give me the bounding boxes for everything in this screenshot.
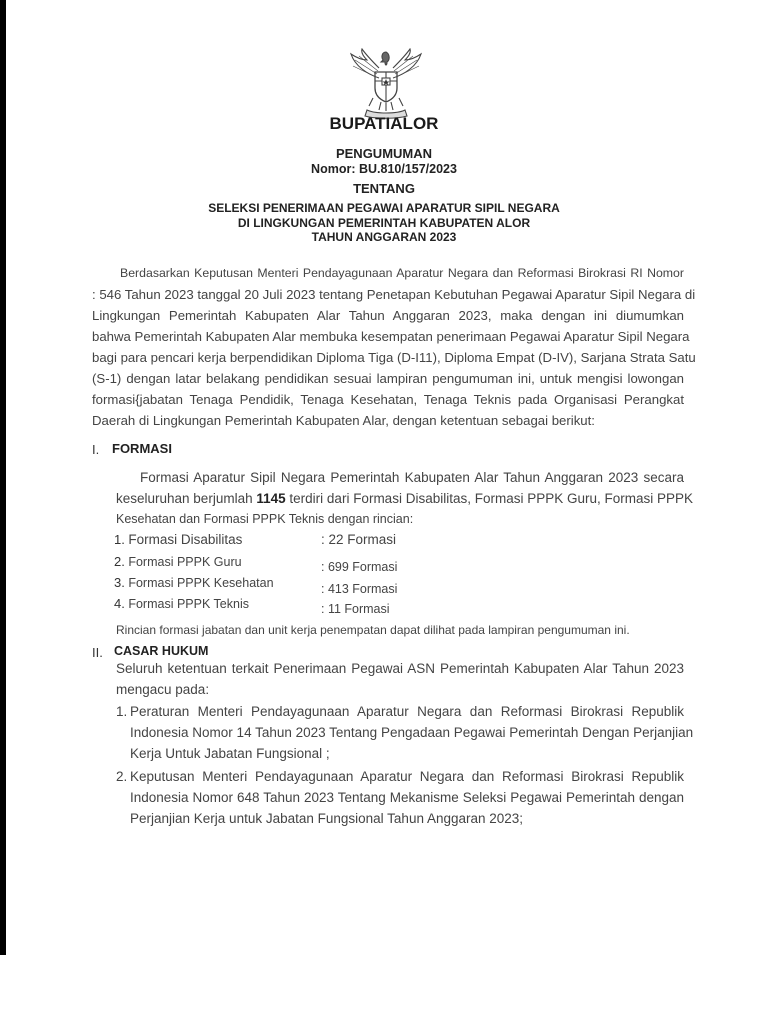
- subject-line-1: SELEKSI PENERIMAAN PEGAWAI APARATUR SIPIL NEGARA: [208, 201, 560, 215]
- intro-line: Berdasarkan Keputusan Menteri Pendayagunaan Aparatur Negara dan Reformasi Birokrasi RI Nomor: [120, 266, 684, 280]
- intro-line: bagi para pencari kerja berpendidikan Diploma Tiga (D-I11), Diploma Empat (D-IV), Sarjana Strata Satu: [92, 350, 696, 365]
- formasi-item-3: 3. Formasi PPPK Kesehatan: [114, 575, 274, 590]
- formasi-value-3: : 413 Formasi: [321, 582, 398, 596]
- legal-basis-line: Perjanjian Kerja untuk Jabatan Fungsional Tahun Anggaran 2023;: [130, 811, 524, 826]
- formasi-value-2: : 699 Formasi: [321, 560, 398, 574]
- formasi-item-2: 2. Formasi PPPK Guru: [114, 554, 242, 569]
- dasar-hukum-line: mengacu pada:: [116, 682, 210, 697]
- intro-line: bahwa Pemerintah Kabupaten Alar membuka kesempatan penerimaan Pegawai Aparatur Sipil Negara: [92, 329, 690, 344]
- subject-line-2: DI LINGKUNGAN PEMERINTAH KABUPATEN ALOR: [237, 216, 531, 230]
- formasi-line: Kesehatan dan Formasi PPPK Teknis dengan rincian:: [116, 512, 414, 526]
- about-label: TENTANG: [353, 181, 415, 196]
- legal-basis-line: Kerja Untuk Jabatan Fungsional ;: [130, 746, 330, 761]
- intro-line: formasi{jabatan Tenaga Pendidik, Tenaga Kesehatan, Tenaga Teknis pada Organisasi Perangkat: [92, 392, 684, 407]
- legal-basis-line: Keputusan Menteri Pendayagunaan Aparatur Negara dan Reformasi Birokrasi Republik: [130, 769, 684, 784]
- subject-line-3: TAHUN ANGGARAN 2023: [311, 230, 457, 244]
- section-title: CASAR HUKUM: [114, 644, 209, 658]
- formasi-suffix: terdiri dari Formasi Disabilitas, Formasi PPPK Guru, Formasi PPPK: [289, 491, 694, 506]
- total-formasi: 1145: [256, 491, 286, 506]
- intro-line: : 546 Tahun 2023 tanggal 20 Juli 2023 tentang Penetapan Kebutuhan Pegawai Aparatur Sipil Negara di: [92, 287, 696, 302]
- formasi-paragraph: [116, 467, 694, 530]
- institution-title: BUPATIALOR: [329, 114, 439, 133]
- document-type: PENGUMUMAN: [335, 146, 433, 161]
- formasi-item-1: 1. Formasi Disabilitas: [114, 532, 243, 547]
- formasi-note: Rincian formasi jabatan dan unit kerja penempatan dapat dilihat pada lampiran pengumuman ini.: [116, 623, 630, 637]
- document-page: BUPATIALOR PENGUMUMAN Nomor: BU.810/157/2023 TENTANG SELEKSI PENERIMAAN PEGAWAI APARATUR SIPIL NEGARA DI LINGKUNGAN PEMERINTAH KABUPATEN ALOR TAHUN ANGGARAN 2023 Berdasarkan Keputusan Menteri Pendayagunaan Aparatur Negara dan Reformasi Birokrasi RI Nomor : 546 Tahun 2023 tanggal 20 Juli 2023 tentang Penetapan Kebutuhan Pegawai Aparatur Sipil Negara di Lingkungan Pemerintah Kabupaten Alar Tahun Anggaran 2023, maka dengan ini diumumkan bahwa Pemerintah Kabupaten Alar membuka kesempatan penerimaan Pegawai Aparatur Sipil Negara bagi para pencari kerja berpendidikan Diploma Tiga (D-I11), Diploma Empat (D-IV), Sarjana Strata Satu (S-1) dengan latar belakang pendidikan sesuai lampiran pengumuman ini, untuk mengisi lowongan formasi{jabatan Tenaga Pendidik, Tenaga Kesehatan, Tenaga Teknis pada Organisasi Perangkat Daerah di Lingkungan Pemerintah Kabupaten Alar, dengan ketentuan sebagai berikut: I. FORMASI Formasi Aparatur Sipil Negara Pemerintah Kabupaten Alar Tahun Anggaran 2023 secara keseluruhan berjumlah 1145 terdiri dari Formasi Disabilitas, Formasi PPPK Guru, Formasi PPPK Kesehatan dan Formasi PPPK Teknis dengan rincian: 1. Formasi Disabilitas : 22 Formasi 2. Formasi PPPK Guru : 699 Formasi 3. Formasi PPPK Kesehatan : 413 Formasi 4. Formasi PPPK Teknis : 11 Formasi Rincian formasi jabatan dan unit kerja penempatan dapat dilihat pada lampiran pengumuman ini. II. CASAR HUKUM Seluruh ketentuan terkait Penerimaan Pegawai ASN Pemerintah Kabupaten Alar Tahun 2023 mengacu pada: 1. Peraturan Menteri Pendayagunaan Aparatur Negara dan Reformasi Birokrasi Republik Indonesia Nomor 14 Tahun 2023 Tentang Pengadaan Pegawai Pemerintah Dengan Perjanjian Kerja Untuk Jabatan Fungsional ; 2. Keputusan Menteri Pendayagunaan Aparatur Negara dan Reformasi Birokrasi Republik Indonesia Nomor 648 Tahun 2023 Tentang Mekanisme Seleksi Pegawai Pemerintah dengan Perjanjian Kerja untuk Jabatan Fungsional Tahun Anggaran 2023;: [0, 0, 768, 1024]
- formasi-prefix: keseluruhan berjumlah: [116, 491, 253, 506]
- intro-paragraph: [92, 263, 696, 431]
- intro-line: Lingkungan Pemerintah Kabupaten Alar Tahun Anggaran 2023, maka dengan ini diumumkan: [92, 308, 684, 323]
- formasi-line: Formasi Aparatur Sipil Negara Pemerintah Kabupaten Alar Tahun Anggaran 2023 secara: [140, 470, 684, 485]
- section-title: FORMASI: [112, 441, 172, 456]
- legal-basis-line: Indonesia Nomor 648 Tahun 2023 Tentang Mekanisme Seleksi Pegawai Pemerintah dengan: [130, 790, 684, 805]
- formasi-item-4: 4. Formasi PPPK Teknis: [114, 596, 249, 611]
- formasi-value-1: : 22 Formasi: [321, 532, 397, 547]
- formasi-value-4: : 11 Formasi: [321, 602, 390, 616]
- legal-basis-line: Indonesia Nomor 14 Tahun 2023 Tentang Pengadaan Pegawai Pemerintah Dengan Perjanjian: [130, 725, 694, 740]
- document-number: Nomor: BU.810/157/2023: [311, 162, 457, 176]
- section-number: II.: [92, 645, 103, 660]
- dasar-hukum-line: Seluruh ketentuan terkait Penerimaan Pegawai ASN Pemerintah Kabupaten Alar Tahun 2023: [116, 661, 684, 676]
- garuda-emblem-icon: [345, 48, 427, 120]
- intro-line: (S-1) dengan latar belakang pendidikan sesuai lampiran pengumuman ini, untuk mengisi lowongan: [92, 371, 684, 386]
- dasar-hukum-intro: [116, 658, 684, 700]
- intro-line: Daerah di Lingkungan Pemerintah Kabupaten Alar, dengan ketentuan sebagai berikut:: [92, 413, 595, 428]
- formasi-line-2: [116, 488, 694, 509]
- legal-basis-line: Peraturan Menteri Pendayagunaan Aparatur Negara dan Reformasi Birokrasi Republik: [130, 704, 684, 719]
- section-number: I.: [92, 442, 100, 457]
